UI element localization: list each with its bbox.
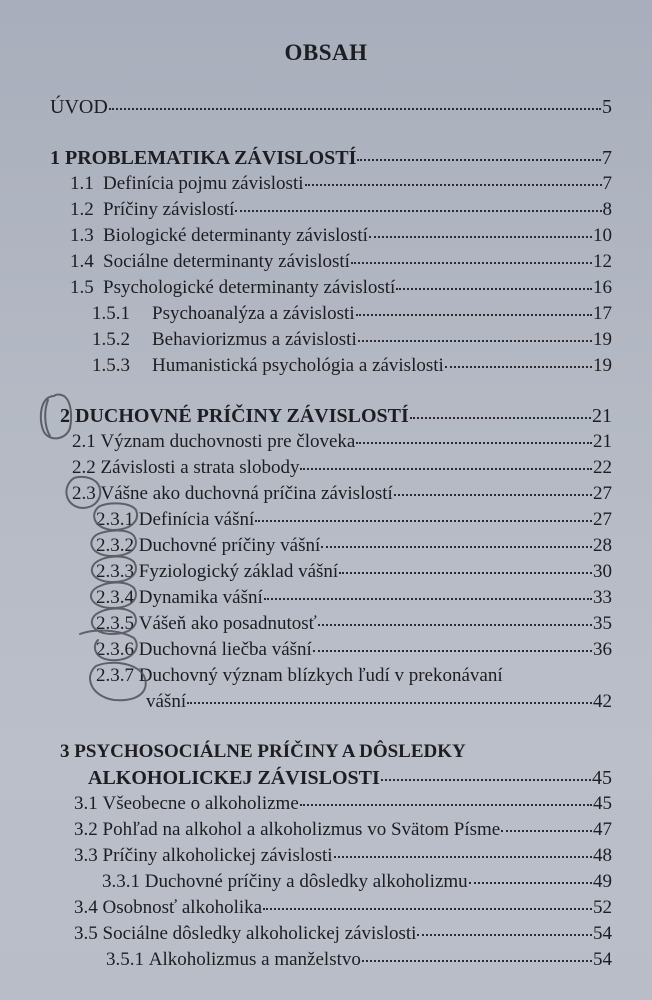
toc-entry-3-3-1 [102, 870, 612, 894]
leader-dots [339, 572, 592, 574]
page-number: 19 [593, 329, 612, 350]
page-number: 33 [593, 587, 612, 608]
toc-entry-chapter-3 [60, 740, 466, 764]
page-number: 7 [602, 173, 612, 194]
entry-number: 2.3 [72, 483, 96, 504]
page-number: 47 [593, 819, 612, 840]
page-number: 54 [593, 949, 612, 970]
entry-label: Vášeň ako posadnutosť [138, 613, 317, 634]
leader-dots [264, 598, 592, 600]
entry-label: Pohľad na alkohol a alkoholizmus vo Svätom Písme [102, 819, 501, 840]
entry-number: 2.3.6 [96, 639, 134, 660]
page-number: 54 [593, 923, 612, 944]
entry-number: 2.3.2 [96, 535, 134, 556]
leader-dots [396, 288, 592, 290]
entry-label: DUCHOVNÉ PRÍČINY ZÁVISLOSTÍ [75, 405, 409, 427]
page-number: 5 [602, 96, 612, 118]
leader-dots [109, 108, 601, 110]
page-number: 45 [592, 767, 612, 789]
entry-number: 3.1 [74, 793, 98, 814]
page-number: 36 [593, 639, 612, 660]
entry-number: 3.5 [74, 923, 98, 944]
leader-dots [358, 340, 592, 342]
entry-label-continuation: vášní [146, 691, 187, 712]
leader-dots [356, 442, 592, 444]
entry-number: 1.2 [70, 199, 94, 220]
toc-entry-2-3-4 [96, 586, 612, 610]
leader-dots [351, 262, 592, 264]
entry-label: Definícia pojmu závislosti [103, 173, 304, 194]
page-number: 21 [592, 405, 612, 427]
entry-number: 2.3.5 [96, 613, 134, 634]
toc-entry-2-3-7 [96, 664, 503, 688]
leader-dots [334, 856, 592, 858]
page-number: 10 [593, 225, 612, 246]
leader-dots [235, 210, 601, 212]
entry-number: 2 [60, 405, 70, 427]
leader-dots [369, 236, 592, 238]
entry-number: 2.3.7 [96, 665, 134, 686]
toc-entry-2-3-3 [96, 560, 612, 584]
toc-entry-chapter-2 [60, 404, 612, 428]
entry-label-continuation: ALKOHOLICKEJ ZÁVISLOSTI [88, 767, 380, 789]
toc-entry-1-3 [70, 224, 612, 248]
page-number: 49 [593, 871, 612, 892]
toc-entry-2-1 [72, 430, 612, 454]
leader-dots [187, 702, 592, 704]
page-number: 27 [593, 509, 612, 530]
page-number: 48 [593, 845, 612, 866]
leader-dots [445, 366, 592, 368]
toc-entry-3-2 [74, 818, 612, 842]
entry-number: 1.4 [70, 251, 94, 272]
page-number: 8 [602, 199, 612, 220]
leader-dots [357, 159, 601, 161]
leader-dots [263, 908, 592, 910]
entry-label: Príčiny alkoholickej závislosti [102, 845, 333, 866]
toc-entry-1-5-2 [92, 328, 612, 352]
entry-number: 1.5.2 [92, 329, 130, 350]
leader-dots [255, 520, 592, 522]
toc-entry-2-3-6 [96, 638, 612, 662]
page-number: 52 [593, 897, 612, 918]
entry-label: ÚVOD [50, 96, 108, 118]
leader-dots [381, 779, 591, 781]
page-number: 19 [593, 355, 612, 376]
entry-number: 1.5.1 [92, 303, 130, 324]
entry-label: Vášne ako duchovná príčina závislostí [100, 483, 393, 504]
entry-label: Sociálne determinanty závislostí [103, 251, 350, 272]
entry-label: Behaviorizmus a závislosti [152, 329, 357, 350]
entry-number: 1.3 [70, 225, 94, 246]
page-number: 16 [593, 277, 612, 298]
page-number: 7 [602, 147, 612, 169]
page-number: 27 [593, 483, 612, 504]
leader-dots [300, 468, 592, 470]
page-number: 17 [593, 303, 612, 324]
leader-dots [356, 314, 592, 316]
page-number: 35 [593, 613, 612, 634]
entry-number: 2.3.4 [96, 587, 134, 608]
entry-label: Príčiny závislostí [103, 199, 235, 220]
toc-entry-1-5 [70, 276, 612, 300]
leader-dots [362, 960, 592, 962]
toc-entry-2-3-2 [96, 534, 612, 558]
entry-label: Definícia vášní [138, 509, 255, 530]
entry-label: Osobnosť alkoholika [102, 897, 263, 918]
entry-number: 2.2 [72, 457, 96, 478]
leader-dots [469, 882, 592, 884]
entry-number: 1.5 [70, 277, 94, 298]
entry-label: Dynamika vášní [138, 587, 263, 608]
toc-entry-2-3 [72, 482, 612, 506]
toc-entry-uvod [50, 95, 612, 119]
toc-entry-1-4 [70, 250, 612, 274]
entry-number: 2.3.1 [96, 509, 134, 530]
toc-entry-chapter-3-cont [88, 766, 612, 790]
entry-label: Duchovná liečba vášní [138, 639, 312, 660]
leader-dots [318, 624, 592, 626]
entry-label: Biologické determinanty závislostí [103, 225, 368, 246]
entry-label: Duchovné príčiny vášní [138, 535, 321, 556]
toc-entry-1-2 [70, 198, 612, 222]
leader-dots [410, 417, 591, 419]
entry-number: 3.4 [74, 897, 98, 918]
toc-entry-2-3-1 [96, 508, 612, 532]
entry-label: Alkoholizmus a manželstvo [148, 949, 361, 970]
entry-label: Duchovné príčiny a dôsledky alkoholizmu [144, 871, 468, 892]
entry-label: Psychologické determinanty závislostí [103, 277, 396, 298]
toc-entry-1-5-1 [92, 302, 612, 326]
entry-number: 3.2 [74, 819, 98, 840]
page-number: 45 [593, 793, 612, 814]
toc-entry-1-5-3 [92, 354, 612, 378]
entry-label: Psychoanalýza a závislosti [152, 303, 355, 324]
toc-entry-1-1 [70, 172, 612, 196]
entry-label: Všeobecne o alkoholizme [102, 793, 299, 814]
entry-number: 2.3.3 [96, 561, 134, 582]
page-number: 30 [593, 561, 612, 582]
entry-label: Duchovný význam blízkych ľudí v prekonávaní [138, 665, 503, 686]
toc-entry-3-1 [74, 792, 612, 816]
entry-label: Sociálne dôsledky alkoholickej závislosti [102, 923, 417, 944]
leader-dots [321, 546, 592, 548]
entry-number: 3.5.1 [106, 949, 144, 970]
entry-label: Závislosti a strata slobody [100, 457, 300, 478]
leader-dots [300, 804, 592, 806]
leader-dots [501, 830, 592, 832]
entry-number: 3 [60, 741, 70, 762]
entry-number: 1 [50, 147, 60, 169]
toc-entry-2-3-7-cont [146, 690, 612, 714]
leader-dots [417, 934, 592, 936]
entry-number: 3.3.1 [102, 871, 140, 892]
toc-entry-3-4 [74, 896, 612, 920]
toc-entry-3-3 [74, 844, 612, 868]
entry-number: 2.1 [72, 431, 96, 452]
entry-number: 1.5.3 [92, 355, 130, 376]
leader-dots [305, 184, 602, 186]
page-number: 22 [593, 457, 612, 478]
page-title: OBSAH [284, 40, 368, 65]
leader-dots [394, 494, 592, 496]
entry-label: Fyziologický základ vášní [138, 561, 339, 582]
page-number: 42 [593, 691, 612, 712]
toc-entry-chapter-1 [50, 146, 612, 170]
entry-label: PROBLEMATIKA ZÁVISLOSTÍ [65, 147, 357, 169]
entry-number: 3.3 [74, 845, 98, 866]
entry-label: Humanistická psychológia a závislosti [152, 355, 444, 376]
entry-label: Význam duchovnosti pre človeka [100, 431, 356, 452]
page-number: 28 [593, 535, 612, 556]
page-number: 21 [593, 431, 612, 452]
entry-number: 1.1 [70, 173, 94, 194]
toc-entry-2-3-5 [96, 612, 612, 636]
entry-label: PSYCHOSOCIÁLNE PRÍČINY A DÔSLEDKY [74, 741, 466, 762]
leader-dots [313, 650, 592, 652]
page-number: 12 [593, 251, 612, 272]
toc-entry-3-5-1 [106, 948, 612, 972]
toc-entry-3-5 [74, 922, 612, 946]
toc-entry-2-2 [72, 456, 612, 480]
